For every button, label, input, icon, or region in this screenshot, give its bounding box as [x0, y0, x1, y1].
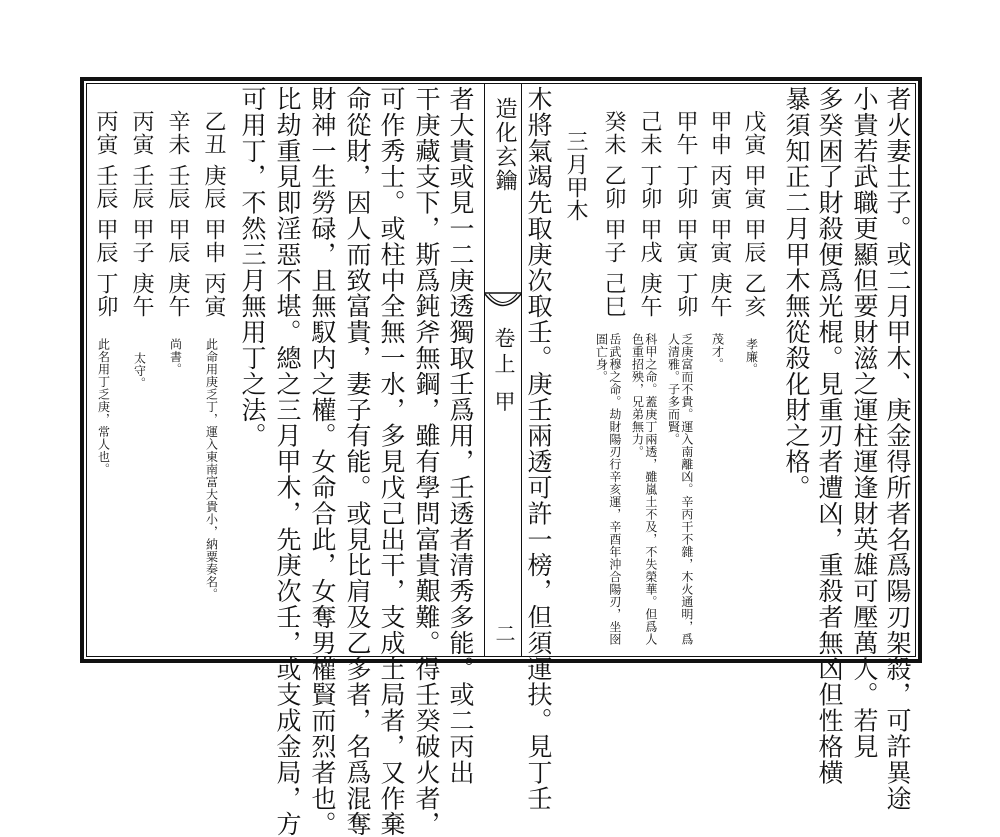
- left-chart-1-pillars: 乙丑 庚辰 甲申 丙寅: [201, 110, 226, 318]
- page-number: 二: [492, 623, 516, 643]
- left-chart-1-note: 此命用庚乏丁，運入東南富大貴小，納粟奏名。: [204, 338, 219, 601]
- right-chart-4-pillars: 己未 丁卯 甲戌 庚午: [637, 110, 662, 318]
- right-text-col-5: 木將氣竭先取庚次取壬。庚壬兩透可許一榜，但須運扶。見丁壬: [524, 86, 553, 812]
- left-text-col-1: 者大貴或見一二庚透獨取壬爲用，壬透者清秀多能。或二丙出: [446, 86, 475, 786]
- right-text-col-1: 者火妻土子。或二月甲木、庚金得所者名爲陽刃架殺，可許異途: [883, 86, 912, 812]
- left-text-col-2: 干庚藏支下，斯爲鈍斧無鋼，雖有學問富貴艱難。得壬癸破火者，: [412, 86, 441, 837]
- left-chart-2-note: 尚書。: [168, 338, 183, 376]
- right-chart-1-pillars: 戊寅 甲寅 甲辰 乙亥: [741, 110, 766, 318]
- fishtail-mark-icon: [484, 291, 522, 317]
- right-chart-5-note: 岳武穆之命。劫財陽刃行辛亥運，辛酉年沖合陽刃，坐囹圄亡身。: [594, 333, 622, 646]
- left-text-col-7: 可用丁，不然三月無用丁之法。: [238, 86, 267, 449]
- right-text-col-2: 小貴若武職更顯但要財滋之運柱運逢財英雄可壓萬人。若見: [850, 86, 879, 760]
- right-chart-3-pillars: 甲午 丁卯 甲寅 丁卯: [673, 110, 698, 318]
- left-chart-3-pillars: 丙寅 壬辰 甲子 庚午: [129, 110, 154, 318]
- left-text-col-5: 財神一生勞碌，且無馭内之權。女命合此，女奪男權賢而烈者也。: [308, 86, 337, 837]
- left-text-col-6: 比劫重見即淫惡不堪。總之三月甲木，先庚次壬，或支成金局，方: [273, 86, 302, 837]
- left-text-col-3: 可作秀士。或柱中全無一水，多見戊己出干，支成土局者，又作棄: [377, 86, 406, 837]
- center-spine: [484, 83, 522, 657]
- book-title: 造化玄鑰: [492, 97, 517, 193]
- right-chart-4-note: 科甲之命。蓋庚丁兩透，雖嵐土不及，不失榮華。但爲人色重招殃，兄弟無力。: [630, 333, 658, 646]
- left-chart-4-pillars: 丙寅 壬辰 甲辰 丁卯: [93, 110, 118, 318]
- right-chart-5-pillars: 癸未 乙卯 甲子 己巳: [601, 110, 626, 318]
- left-chart-2-pillars: 辛未 壬辰 甲辰 庚午: [165, 110, 190, 318]
- right-text-col-3: 多癸困了財殺便爲光棍。見重刃者遭凶，重殺者無凶但性格横: [815, 86, 844, 786]
- volume-label: 卷上 甲: [492, 327, 516, 417]
- right-text-col-4: 暴須知正二月甲木無從殺化財之格。: [782, 86, 811, 501]
- right-chart-1-note: 孝廉。: [744, 338, 759, 376]
- left-text-col-4: 命從財，因人而致富貴，妻子有能。或見比肩及乙多者，名爲混奪: [343, 86, 372, 837]
- right-chart-2-pillars: 甲申 丙寅 甲寅 庚午: [707, 110, 732, 318]
- right-chart-2-note: 茂才。: [710, 333, 725, 371]
- section-title: 三月甲木: [563, 130, 588, 222]
- right-chart-3-note: 乏庚富而不貴。運入南離凶。辛丙干不雜，木火通明，爲人清雅。子多而賢。: [666, 333, 694, 646]
- left-chart-3-note: 太守。: [132, 352, 147, 390]
- left-chart-4-note: 此名用丁乏庚，常人也。: [96, 338, 111, 476]
